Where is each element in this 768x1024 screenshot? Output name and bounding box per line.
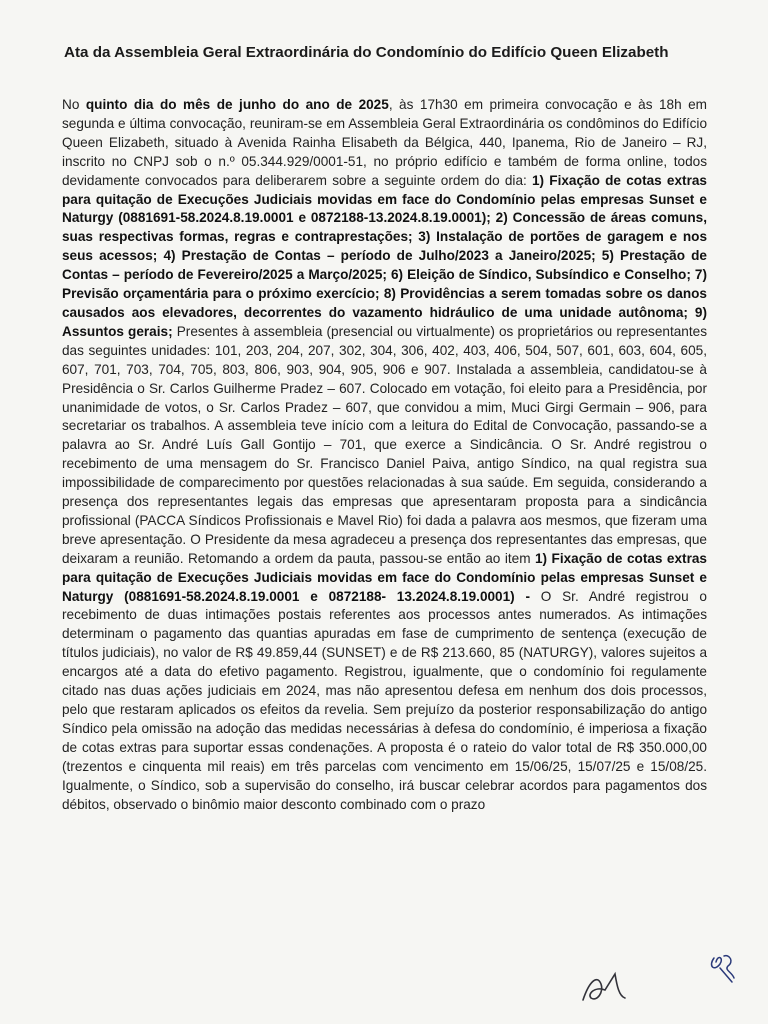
bold-text-run: 1) Fixação de cotas extras para quitação de Execuções Judiciais movidas em face do Condomínio pelas empresas Sunset e Naturgy (0881691-58.2024.8.19.0001 e 0872188-13.2024.8.19.0001); 2) Concessão de áreas comuns, suas respectivas formas, regras e contraprestações; 3) Instalação de portões de garagem e nos seus acessos; 4) Prestação de Contas – período de Julho/2023 a Janeiro/2025; 5) Prestação de Contas – período de Fevereiro/2025 a Março/2025; 6) Eleição de Síndico, Subsíndico e Conselho; 7) Previsão orçamentária para o próximo exercício; 8) Providências a serem tomadas sobre os danos causados aos elevadores, decorrentes do vazamento hidráulico de uma unidade autônoma; 9) Assuntos gerais; — [62, 172, 707, 339]
text-run: No — [62, 97, 86, 112]
signature-initials-left — [575, 962, 635, 1010]
bold-text-run: 1) Fixação de cotas extras para quitação de Execuções Judiciais movidas em face do Condomínio pelas empresas Sunset e Naturgy (0881691-58.2024.8.19.0001 e 0872188- 13.2024.8.19.0001) - — [62, 550, 707, 604]
text-run: Presentes à assembleia (presencial ou virtualmente) os proprietários ou representantes das seguintes unidades: 101, 203, 204, 207, 302, 304, 306, 402, 403, 406, 504, 507, 601, 603, 604, 605, 607, 701, 703, 704, 705, 803, 806, 903, 904, 905, 906 e 907. Instalada a assembleia, candidatou-se à Presidência o Sr. Carlos Guilherme Pradez – 607. Colocado em votação, foi eleito para a Presidência, por unanimidade de votos, o Sr. Carlos Pradez – 607, que convidou a mim, Muci Girgi Germain – 906, para secretariar os trabalhos. A assembleia teve início com a leitura do Edital de Convocação, passando-se a palavra ao Sr. André Luís Gall Gontijo – 701, que exerce a Sindicância. O Sr. André registrou o recebimento de uma mensagem do Sr. Francisco Daniel Paiva, antigo Síndico, na qual registra sua impossibilidade de comparecimento por questões relacionadas à sua saúde. Em seguida, considerando a presença dos representantes legais das empresas que apresentaram proposta para a sindicância profissional (PACCA Síndicos Profissionais e Mavel Rio) foi dada a palavra aos mesmos, que fizeram uma breve apresentação. O Presidente da mesa agradeceu a presença dos representantes das empresas, que deixaram a reunião. Retomando a ordem da pauta, passou-se então ao item — [62, 323, 708, 566]
text-run: O Sr. André registrou o recebimento de duas intimações postais referentes aos processos antes numerados. As intimações determinam o pagamento das quantias apuradas em fase de cumprimento de sentença (execução de títulos judiciais), no valor de R$ 49.859,44 (SUNSET) e de R$ 213.660, 85 (NATURGY), valores sujeitos a encargos até a data do efetivo pagamento. Registrou, igualmente, que o condomínio foi regulamente citado nas duas ações judiciais em 2024, mas não apresentou defesa em nenhum dos dois processos, pelo que restaram aplicados os efeitos da revelia. Sem prejuízo da posterior responsabilização do antigo Síndico pela omissão na adoção das medidas necessárias à defesa do condomínio, é imperiosa a fixação de cotas extras para suportar essas condenações. A proposta é o rateio do valor total de R$ 350.000,00 (trezentos e cinquenta mil reais) em três parcelas com vencimento em 15/06/25, 15/07/25 e 15/08/25. Igualmente, o Síndico, sob a supervisão do conselho, irá buscar celebrar acordos para pagamentos dos débitos, observado o binômio maior desconto combinado com o prazo — [62, 588, 707, 812]
bold-text-run: quinto dia do mês de junho do ano de 2025 — [85, 97, 389, 112]
text-run: , às 17h30 em primeira convocação e às 18h em segunda e última convocação, reuniram-se em Assembleia Geral Extraordinária os condôminos do Edifício Queen Elizabeth, situado à Avenida Rainha Elisabeth da Bélgica, 440, Ipanema, Rio de Janeiro – RJ, inscrito no CNPJ sob o n.º 05.344.929/0001-51, no próprio edifício e também de forma online, todos devidamente convocados para deliberarem sobre a seguinte ordem do dia: — [62, 97, 707, 188]
signature-initials-right — [704, 948, 744, 988]
document-body — [62, 96, 707, 814]
document-title: Ata da Assembleia Geral Extraordinária do Condomínio do Edifício Queen Elizabeth — [64, 44, 669, 61]
